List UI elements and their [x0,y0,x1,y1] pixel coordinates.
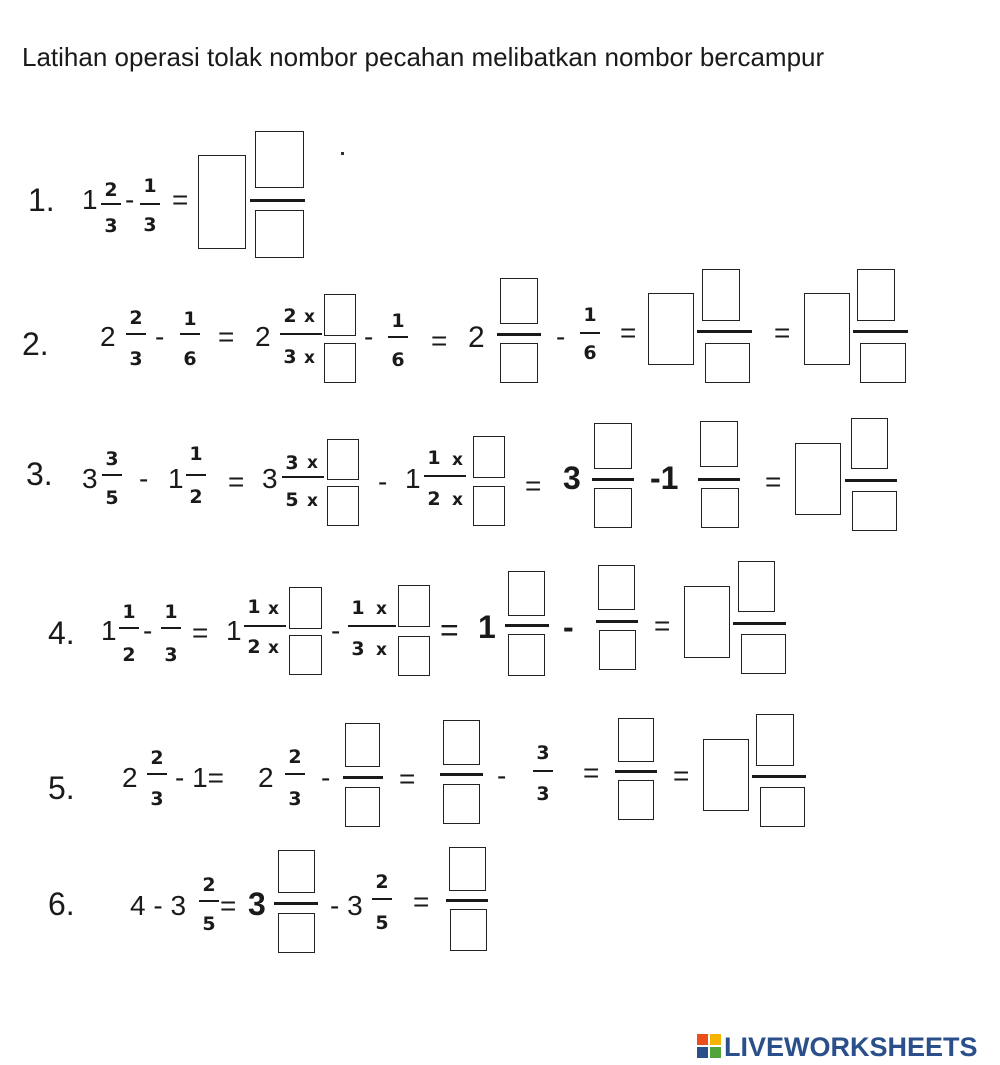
step-denominator-input[interactable] [599,630,636,670]
final-whole-input[interactable] [684,586,730,658]
equals-sign: = [774,317,791,348]
step-denominator-input[interactable] [701,488,739,528]
minus-sign: - [143,615,153,646]
multiplier-denominator-input[interactable] [327,486,359,526]
times-sign: x [307,453,318,473]
times-sign: x [376,599,387,619]
whole-number: 2 [255,321,271,352]
numerator: 2 [202,874,216,896]
denominator: 6 [391,349,405,371]
fraction-bar [126,333,146,335]
numerator: 2 [129,307,143,329]
brand-logo-text: LIVEWORKSHEETS [724,1032,978,1062]
fraction-bar [698,478,740,481]
multiplier-numerator-input[interactable] [473,436,505,478]
denominator: 3 [129,348,143,370]
step-denominator-input[interactable] [443,784,480,824]
answer-whole-input[interactable] [198,155,246,249]
numerator: 2 [375,871,389,893]
step-numerator-input[interactable] [594,423,632,469]
sub-numerator-input[interactable] [345,723,380,767]
numerator: 1 [183,308,197,330]
equals-sign: = [192,617,209,648]
minus-sign: - [378,466,388,497]
equals-sign: = [620,317,637,348]
step-numerator-input[interactable] [598,565,635,610]
equals-sign: = [583,757,600,788]
step-denominator-input[interactable] [594,488,632,528]
final-denominator-input[interactable] [741,634,786,674]
denominator: 3 [143,214,157,236]
denominator: 5 [375,912,389,934]
final-numerator-input[interactable] [851,418,888,469]
minus-sign: - [321,762,331,793]
equals-sign: = [172,184,189,215]
step-numerator-input[interactable] [278,850,315,893]
final-whole-input[interactable] [795,443,841,515]
denominator: 6 [583,342,597,364]
times-sign: x [376,640,387,660]
numerator: 2 [288,746,302,768]
fraction-bar [845,479,897,482]
numerator: 1 [189,443,203,465]
expression-rest: - 1= [175,762,225,793]
fraction-bar [348,625,396,627]
whole-number: 2 [468,321,485,354]
equals-sign: = [218,321,235,352]
fraction-bar [388,336,408,338]
answer-denominator-input[interactable] [255,210,304,258]
step-denominator-input[interactable] [618,780,654,820]
question-number: 2. [22,326,49,362]
denominator: 2 [427,488,441,510]
denominator: 2 [189,486,203,508]
minus-sign: - [331,615,341,646]
fraction-bar [733,622,786,625]
answer-numerator-input[interactable] [255,131,304,188]
multiplier-denominator-input[interactable] [289,635,322,675]
fraction-bar [446,899,488,902]
fraction-bar [343,776,383,779]
denominator: 3 [164,644,178,666]
fraction-bar [119,627,139,629]
minus-sign: - [155,321,165,352]
multiplier-denominator-input[interactable] [473,486,505,526]
fraction-bar [615,770,657,773]
whole-number: 3 [563,460,581,496]
question-number: 6. [48,886,75,922]
step-numerator-input[interactable] [508,571,545,616]
step-numerator-input[interactable] [500,278,538,324]
numerator: 1 [427,447,441,469]
numerator: 3 [105,448,119,470]
denominator: 5 [105,487,119,509]
denominator: 3 [104,215,118,237]
numerator: 1 [247,596,261,618]
whole-number: 3 [262,463,278,494]
times-sign: x [268,638,279,658]
final-numerator-input[interactable] [738,561,775,612]
step-numerator-input[interactable] [618,718,654,762]
fraction-bar [505,624,549,627]
numerator: 3 [536,742,550,764]
question-number: 3. [26,456,53,492]
numerator: 1 [583,304,597,326]
whole-number: 2 [258,762,274,793]
whole-number: 3 [248,886,266,922]
numerator: 1 [351,597,365,619]
fraction-bar [280,333,322,335]
multiplier-numerator-input[interactable] [327,439,359,480]
question-number: 5. [48,770,75,806]
times-sign: x [452,490,463,510]
multiplier-numerator-input[interactable] [289,587,322,629]
equals-sign: = [673,760,690,791]
fraction-bar [424,475,466,477]
fraction-bar [580,332,600,334]
equals-sign: = [525,470,542,501]
numerator: 1 [391,310,405,332]
sub-denominator-input[interactable] [345,787,380,827]
fraction-bar [282,476,324,478]
times-sign: x [307,491,318,511]
multiplier-numerator-input[interactable] [398,585,430,627]
denominator: 2 [122,644,136,666]
numerator: 1 [122,601,136,623]
minus-sign: - [364,321,374,352]
denominator: 2 [247,636,261,658]
fraction-bar [592,478,634,481]
denominator: 3 [283,346,297,368]
minus-sign: - [139,463,149,494]
page-title: Latihan operasi tolak nombor pecahan melibatkan nombor bercampur [22,42,825,72]
denominator: 3 [150,788,164,810]
minus-sign: - [497,760,507,791]
minus-sign: - [563,609,574,645]
equals-sign: = [431,325,448,356]
step-denominator-input[interactable] [508,634,545,676]
final-denominator-input[interactable] [450,909,487,951]
minus-sign: - [125,184,135,215]
fraction-bar [697,330,752,333]
fraction-bar [102,474,122,476]
fraction-bar [140,203,160,205]
whole-number: 1 [478,609,496,645]
multiplier-numerator-input[interactable] [324,294,356,336]
final-numerator-input[interactable] [857,269,895,321]
fraction-bar [101,203,121,205]
step-numerator-input[interactable] [700,421,738,467]
dot-mark [341,152,344,155]
whole-number: 1 [168,463,184,494]
result-numerator-input[interactable] [702,269,740,321]
expression-lhs: 4 - 3 [130,890,187,921]
fraction-bar [147,773,167,775]
fraction-bar [596,620,638,623]
equals-sign: = [440,612,459,648]
final-whole-input[interactable] [703,739,749,811]
fraction-bar [285,773,305,775]
final-whole-input[interactable] [804,293,850,365]
result-whole-input[interactable] [648,293,694,365]
numerator: 2 [283,305,297,327]
equals-sign: = [228,466,245,497]
fraction-bar [244,625,286,627]
step-denominator-input[interactable] [500,343,538,383]
fraction-bar [440,773,483,776]
times-sign: x [304,348,315,368]
final-numerator-input[interactable] [756,714,794,766]
fraction-bar [161,627,181,629]
lws-logo-icon [697,1034,721,1058]
whole-number: 1 [101,615,117,646]
question-number: 1. [28,182,55,218]
fraction-bar [180,333,200,335]
fraction-bar [497,333,541,336]
step-denominator-input[interactable] [278,913,315,953]
numerator: 2 [104,179,118,201]
fraction-bar [533,770,553,772]
fraction-bar [274,902,318,905]
whole-number: 1 [82,184,98,215]
fraction-bar [199,900,219,902]
fraction-bar [853,330,908,333]
whole-number: -1 [650,460,679,496]
equals-sign: = [220,890,237,921]
whole-number: 1 [226,615,242,646]
equals-sign: = [765,466,782,497]
final-denominator-input[interactable] [860,343,906,383]
minus-sign: - 3 [330,890,363,921]
equals-sign: = [399,763,416,794]
numerator: 1 [164,601,178,623]
numerator: 1 [143,175,157,197]
denominator: 3 [288,788,302,810]
whole-number: 2 [122,762,138,793]
whole-number: 1 [405,463,421,494]
times-sign: x [304,307,315,327]
final-denominator-input[interactable] [852,491,897,531]
multiplier-denominator-input[interactable] [324,343,356,383]
equals-sign: = [413,886,430,917]
fraction-bar [372,898,392,900]
whole-number: 2 [100,321,116,352]
fraction-bar [186,474,206,476]
denominator: 3 [536,783,550,805]
numerator: 2 [150,747,164,769]
denominator: 5 [202,913,216,935]
denominator: 6 [183,348,197,370]
fraction-bar [250,199,305,202]
times-sign: x [452,450,463,470]
equals-sign: = [654,610,671,641]
fraction-bar [752,775,806,778]
denominator: 5 [285,489,299,511]
final-numerator-input[interactable] [449,847,486,891]
step-numerator-input[interactable] [443,720,480,765]
result-denominator-input[interactable] [705,343,750,383]
times-sign: x [268,599,279,619]
question-number: 4. [48,615,75,651]
numerator: 3 [285,452,299,474]
minus-sign: - [556,321,566,352]
whole-number: 3 [82,463,98,494]
multiplier-denominator-input[interactable] [398,636,430,676]
final-denominator-input[interactable] [760,787,805,827]
denominator: 3 [351,638,365,660]
